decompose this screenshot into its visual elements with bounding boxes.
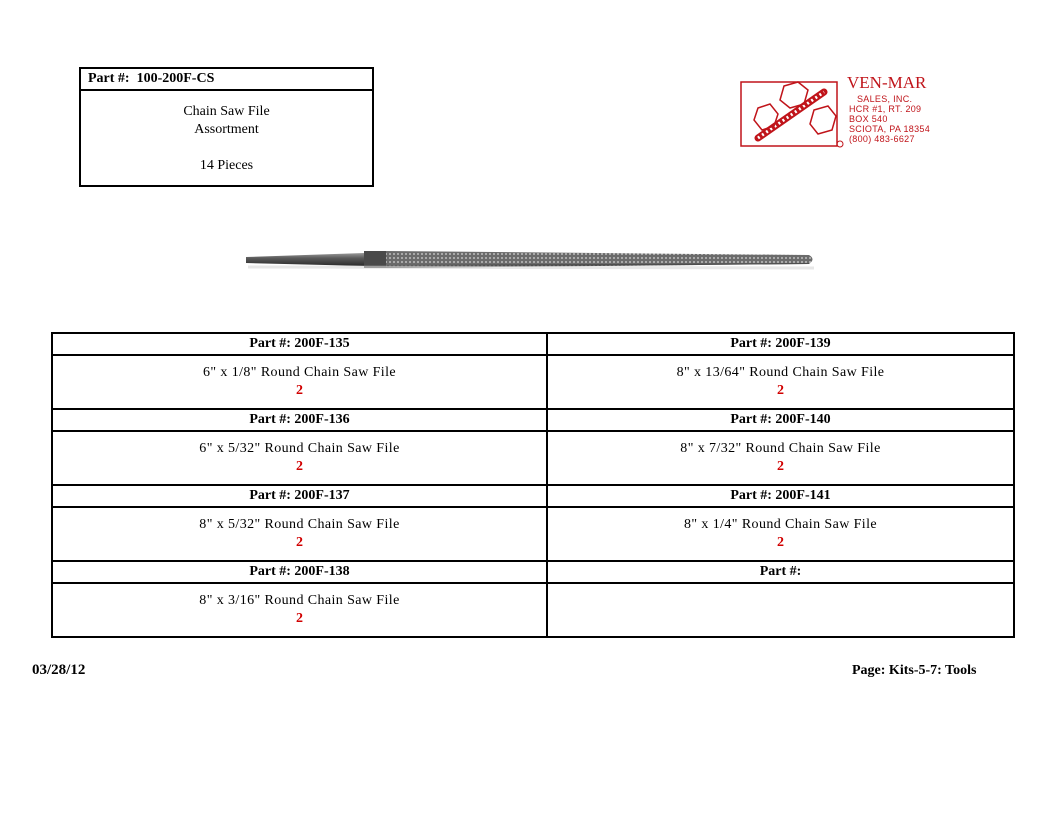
table-row xyxy=(52,333,1014,355)
part-header-cell: Part #: xyxy=(547,561,1014,583)
part-detail-cell xyxy=(52,431,547,485)
parts-table xyxy=(51,332,1015,638)
chain-saw-file-image xyxy=(244,244,819,274)
bolt-nut-logo-icon xyxy=(740,76,844,150)
part-quantity: 2 xyxy=(777,383,784,398)
part-quantity: 2 xyxy=(296,535,303,550)
part-header-cell: Part #: 200F-135 xyxy=(52,333,547,355)
part-quantity: 2 xyxy=(777,459,784,474)
part-number: 100-200F-CS xyxy=(136,71,215,86)
part-name: 8" x 3/16" Round Chain Saw File xyxy=(199,593,400,608)
part-name: 8" x 1/4" Round Chain Saw File xyxy=(684,517,877,532)
table-row xyxy=(52,561,1014,583)
description-line-1: Chain Saw File xyxy=(183,104,270,119)
part-name: 6" x 5/32" Round Chain Saw File xyxy=(199,441,400,456)
part-header-cell: Part #: 200F-137 xyxy=(52,485,547,507)
part-detail-cell xyxy=(547,431,1014,485)
part-header-row xyxy=(81,69,372,91)
part-quantity: 2 xyxy=(777,535,784,550)
part-header-cell: Part #: 200F-139 xyxy=(547,333,1014,355)
part-detail-cell xyxy=(52,507,547,561)
address-line-2: BOX 540 xyxy=(849,114,888,124)
part-label: Part #: xyxy=(88,71,130,86)
part-name: 8" x 5/32" Round Chain Saw File xyxy=(199,517,400,532)
address-line-3: SCIOTA, PA 18354 xyxy=(849,124,931,134)
footer-page-label: Page: Kits-5-7: Tools xyxy=(852,663,977,678)
company-logo xyxy=(740,73,970,151)
address-line-1: HCR #1, RT. 209 xyxy=(849,104,922,114)
part-detail-cell xyxy=(547,507,1014,561)
company-sub: SALES, INC. xyxy=(857,94,913,104)
part-name: 6" x 1/8" Round Chain Saw File xyxy=(203,365,396,380)
pieces-count: 14 Pieces xyxy=(199,158,254,173)
part-name: 8" x 7/32" Round Chain Saw File xyxy=(680,441,881,456)
part-header-cell: Part #: 200F-141 xyxy=(547,485,1014,507)
part-quantity: 2 xyxy=(296,459,303,474)
phone-number: (800) 483-6627 xyxy=(849,134,915,144)
footer-date: 03/28/12 xyxy=(32,662,86,678)
table-row xyxy=(52,507,1014,561)
part-header-cell: Part #: 200F-138 xyxy=(52,561,547,583)
company-name: VEN-MAR xyxy=(847,73,927,92)
table-row xyxy=(52,431,1014,485)
table-row xyxy=(52,355,1014,409)
table-row xyxy=(52,485,1014,507)
part-quantity: 2 xyxy=(296,383,303,398)
part-detail-cell xyxy=(52,583,547,637)
table-row xyxy=(52,583,1014,637)
description-line-2: Assortment xyxy=(194,122,259,137)
part-quantity: 2 xyxy=(296,611,303,626)
part-header-cell: Part #: 200F-140 xyxy=(547,409,1014,431)
part-description xyxy=(81,91,372,175)
part-name: 8" x 13/64" Round Chain Saw File xyxy=(676,365,885,380)
part-header-cell: Part #: 200F-136 xyxy=(52,409,547,431)
part-detail-cell xyxy=(547,583,1014,637)
table-row xyxy=(52,409,1014,431)
company-address xyxy=(849,94,930,144)
part-header-box xyxy=(79,67,374,187)
part-name xyxy=(548,584,1013,592)
part-detail-cell xyxy=(547,355,1014,409)
part-detail-cell xyxy=(52,355,547,409)
